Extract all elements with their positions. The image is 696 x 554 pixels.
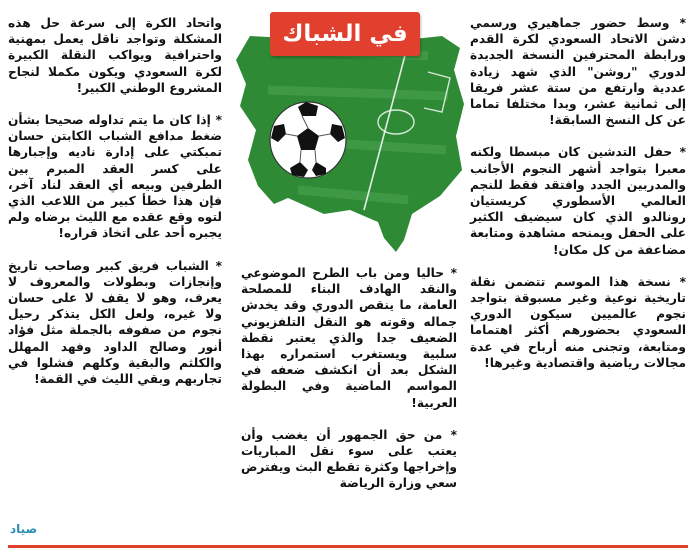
author-logo: صياد (10, 522, 38, 536)
paragraph: * نسخة هذا الموسم تتضمن نقلة تاريخية نوعية وغير مسبوقة بتواجد نجوم عالميين سيكون الدوري السعودي بحضورهم أكثر اهتماما ومتابعة، وتجنى منه أرباح في عدة مجالات رياضية واقتصادية وغيرها! (470, 274, 686, 370)
paragraph: * من حق الجمهور أن يغضب وأن يعتب على سوء نقل المباريات وإخراجها وكثرة تقطع البث ويفترض سعي وزارة الرياضة (241, 427, 457, 491)
paragraph: * حفل التدشين كان مبسطا ولكنه معبرا بتواجد أشهر النجوم الأجانب والمدربين الجدد وافتقد فقط للنجم العالمي الأسطوري كريستيان رونالدو الذي كان سيضيف الكثير على الحفل ويمنحه مشاهدة ومتابعة مضاعفة من كل مكان! (470, 145, 686, 257)
column-middle (241, 265, 457, 508)
paragraph: واتحاد الكرة إلى سرعة حل هذه المشكلة وتواجد ناقل يعمل بمهنية واحترافية ويواكب النقلة الكبيرة لكرة السعودي ويكون مكملا لنجاح المشروع الوطني الكبير! (8, 16, 222, 95)
paragraph: * الشباب فريق كبير وصاحب تاريخ وإنجازات وبطولات والمعروف لا يعرف، وهو لا يقف لا على حسان ولا غيره، ولعل الكل يتذكر رحيل نجوم من صفوفه بالجملة مثل فؤاد أنور وصالح الداود وفهد المهلل والكلثم والبقية وكلهم فشلوا في تجاربهم وبقي الليث في القمة! (8, 258, 222, 387)
section-title: في الشباك (270, 12, 420, 56)
football-icon (270, 102, 346, 178)
paragraph: * وسط حضور جماهيري ورسمي دشن الاتحاد السعودي لكرة القدم ورابطة المحترفين النسخة الجديدة لدوري "روشن" الذي شهد زيادة عددية وارتفع من ستة عشر فريقا إلى ثمانية عشر، وبدا مختلفا تماما عن كل النسخ السابقة! (470, 16, 686, 128)
paragraph: * إذا كان ما يتم تداوله صحيحا بشأن ضغط مدافع الشباب الكابتن حسان تمبكتي على إدارة ناديه وإجبارها على كسر العقد المبرم بين الطرفين وبيعه أي العقد لناد آخر، فإن هذا خطأ كبير من اللاعب الذي لتوه وقع عقده مع الليث برضاه ولم يجبره أحد على اتخاذ قراره! (8, 113, 222, 241)
footer-divider (8, 545, 688, 548)
paragraph: * حاليا ومن باب الطرح الموضوعي والنقد الهادف البناء للمصلحة العامة، ما ينقص الدوري وقد يخدش جماله وقوته هو النقل التلفزيوني الضعيف جدا والذي يعتبر نقطة سلبية ويستغرب استمراره بهذا الشكل بعد أن انكشف ضعفه في المواسم الماضية وفي البطولة العربية! (241, 266, 457, 410)
column-left (8, 15, 222, 403)
column-right (470, 15, 686, 387)
